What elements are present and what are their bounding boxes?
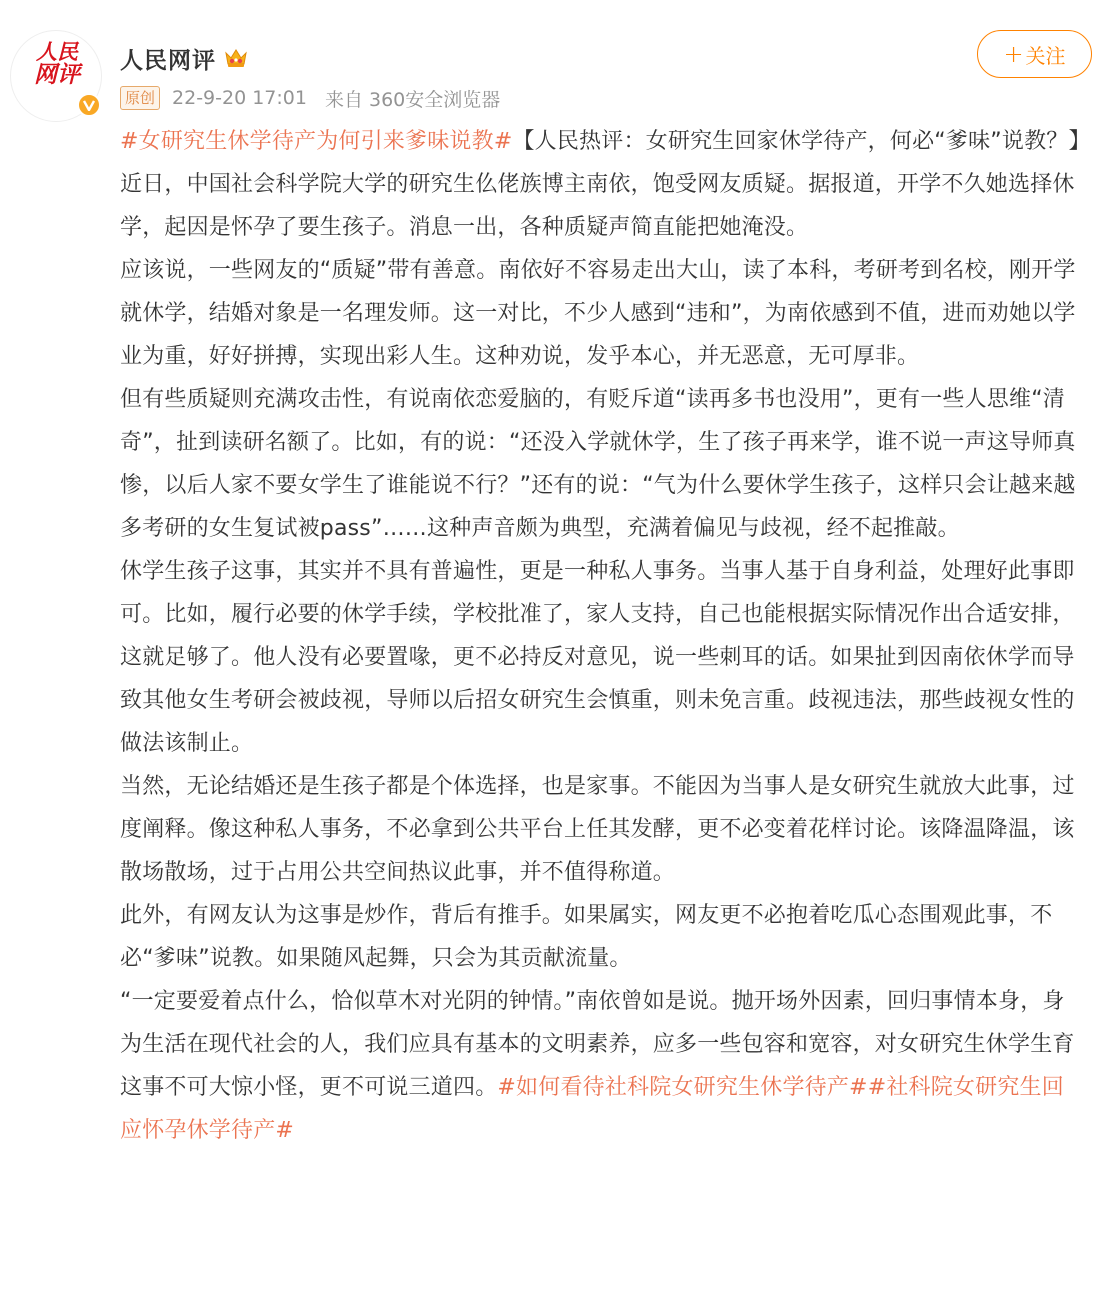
paragraph-5: 当然，无论结婚还是生孩子都是个体选择，也是家事。不能因为当事人是女研究生就放大此事，过度阐释。像这种私人事务，不必拿到公共平台上任其发酵，更不必变着花样讨论。该降温降温，该散场散场，过于占用公共空间热议此事，并不值得称道。 — [120, 774, 1075, 885]
avatar-logo-line2: 网评 — [34, 61, 80, 89]
original-tag: 原创 — [120, 86, 160, 110]
avatar-logo — [24, 41, 90, 87]
plus-icon: + — [1003, 40, 1024, 68]
paragraph-3: 但有些质疑则充满攻击性，有说南依恋爱脑的，有贬斥道“读再多书也没用”，更有一些人思维“清奇”，扯到读研名额了。比如，有的说：“还没入学就休学，生了孩子再来学，谁不说一声这导师真惨，以后人家不要女学生了谁能说不行？”还有的说：“气为什么要休学生孩子，这样只会让越来越多考研的女生复试被pass”……这种声音颇为典型，充满着偏见与歧视，经不起推敲。 — [120, 387, 1076, 541]
hashtag-link[interactable]: #如何看待社科院女研究生休学待产# — [497, 1075, 868, 1100]
paragraph-1 — [120, 120, 1085, 249]
verified-v-icon — [77, 93, 101, 117]
crown-member-icon[interactable] — [224, 47, 248, 69]
paragraph-7-text: “一定要爱着点什么，恰似草木对光阴的钟情。”南依曾如是说。抛开场外因素，回归事情本身，身为生活在现代社会的人，我们应具有基本的文明素养，应多一些包容和宽容，对女研究生休学生育这事不可大惊小怪，更不可说三道四。 — [120, 989, 1075, 1100]
user-row — [120, 38, 500, 78]
hashtag-link[interactable]: #女研究生休学待产为何引来爹味说教# — [120, 129, 513, 154]
avatar[interactable] — [10, 30, 102, 122]
paragraph-2: 应该说，一些网友的“质疑”带有善意。南依好不容易走出大山，读了本科，考研考到名校，刚开学就休学，结婚对象是一名理发师。这一对比，不少人感到“违和”，为南依感到不值，进而劝她以学业为重，好好拼搏，实现出彩人生。这种劝说，发乎本心，并无恶意，无可厚非。 — [120, 258, 1076, 369]
follow-button-label: 关注 — [1025, 43, 1066, 68]
hashtag-link[interactable]: #社科院女研究生回应怀孕休学待产# — [120, 1075, 1064, 1143]
paragraph-4: 休学生孩子这事，其实并不具有普遍性，更是一种私人事务。当事人基于自身利益，处理好此事即可。比如，履行必要的休学手续，学校批准了，家人支持，自己也能根据实际情况作出合适安排，这就足够了。他人没有必要置喙，更不必持反对意见，说一些刺耳的话。如果扯到因南依休学而导致其他女生考研会被歧视，导师以后招女研究生会慎重，则未免言重。歧视违法，那些歧视女性的做法该制止。 — [120, 559, 1075, 756]
paragraph-6: 此外，有网友认为这事是炒作，背后有推手。如果属实，网友更不必抱着吃瓜心态围观此事，不必“爹味”说教。如果随风起舞，只会为其贡献流量。 — [120, 903, 1053, 971]
paragraph-1-text: 【人民热评：女研究生回家休学待产，何必“爹味”说教？】近日，中国社会科学院大学的研究生仫佬族博主南依，饱受网友质疑。据报道，开学不久她选择休学，起因是怀孕了要生孩子。消息一出，各种质疑声简直能把她淹没。 — [120, 129, 1080, 240]
paragraph-7 — [120, 980, 1085, 1152]
avatar-logo-line1: 人民 — [36, 39, 78, 64]
post-time[interactable]: 22-9-20 17:01 — [172, 87, 307, 109]
post-source: 来自 360安全浏览器 — [324, 88, 501, 111]
username[interactable]: 人民网评 — [120, 47, 216, 74]
follow-button[interactable] — [977, 30, 1092, 78]
post-content — [120, 120, 1085, 1152]
post-header — [120, 38, 500, 112]
post-meta — [120, 84, 500, 112]
